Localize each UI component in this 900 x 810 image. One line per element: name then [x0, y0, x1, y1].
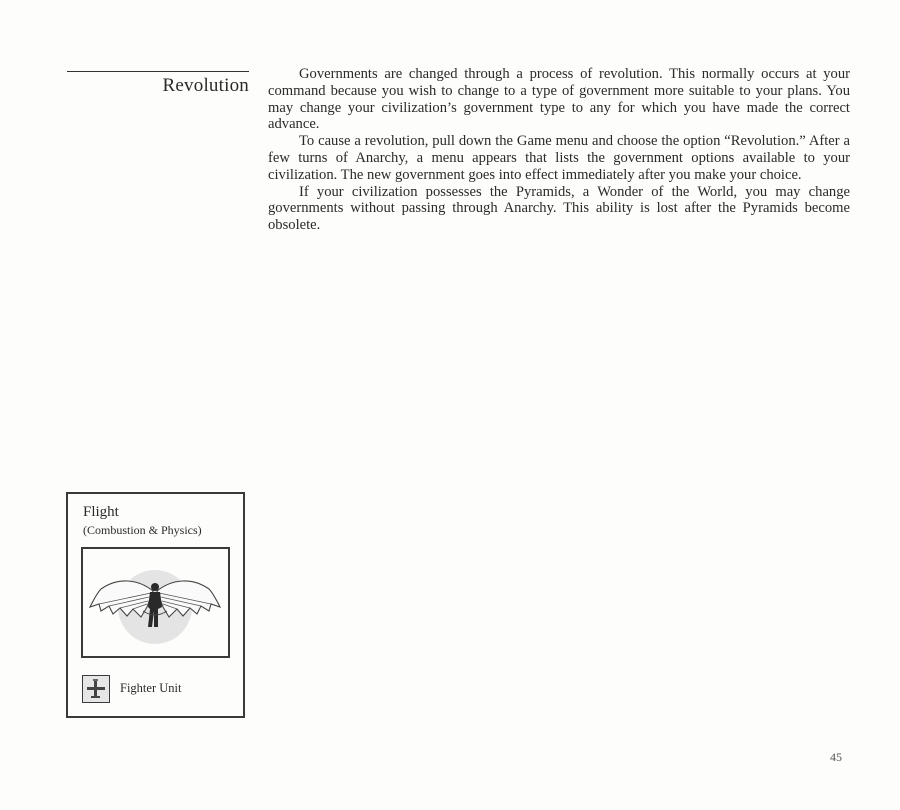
- unit-label: Fighter Unit: [120, 681, 182, 695]
- section-heading: Revolution: [162, 75, 249, 96]
- ornithopter-icon: [83, 549, 228, 656]
- paragraph: If your civilization possesses the Pyramids, a Wonder of the World, you may change governments without passing through Anarchy. This ability is lost after the Pyramids become obsolete.: [268, 183, 850, 234]
- fighter-plane-icon: [82, 675, 110, 703]
- advance-title: Flight: [83, 504, 119, 520]
- paragraph: Governments are changed through a process of revolution. This normally occurs at your command because you wish to change to a type of government more suitable to your plans. You may change your civilization’s government type to any for which you have made the correct advance.: [268, 66, 850, 133]
- page-number: 45: [830, 750, 842, 764]
- advance-prerequisites: (Combustion & Physics): [83, 523, 202, 537]
- body-text: [268, 66, 850, 234]
- advance-sidebar-box: [66, 492, 245, 718]
- flying-machine-illustration: [81, 547, 230, 658]
- paragraph: To cause a revolution, pull down the Game menu and choose the option “Revolution.” After a few turns of Anarchy, a menu appears that lists the government options available to your civilization. The new government goes into effect immediately after you make your choice.: [268, 133, 850, 183]
- section-divider-rule: [67, 71, 249, 72]
